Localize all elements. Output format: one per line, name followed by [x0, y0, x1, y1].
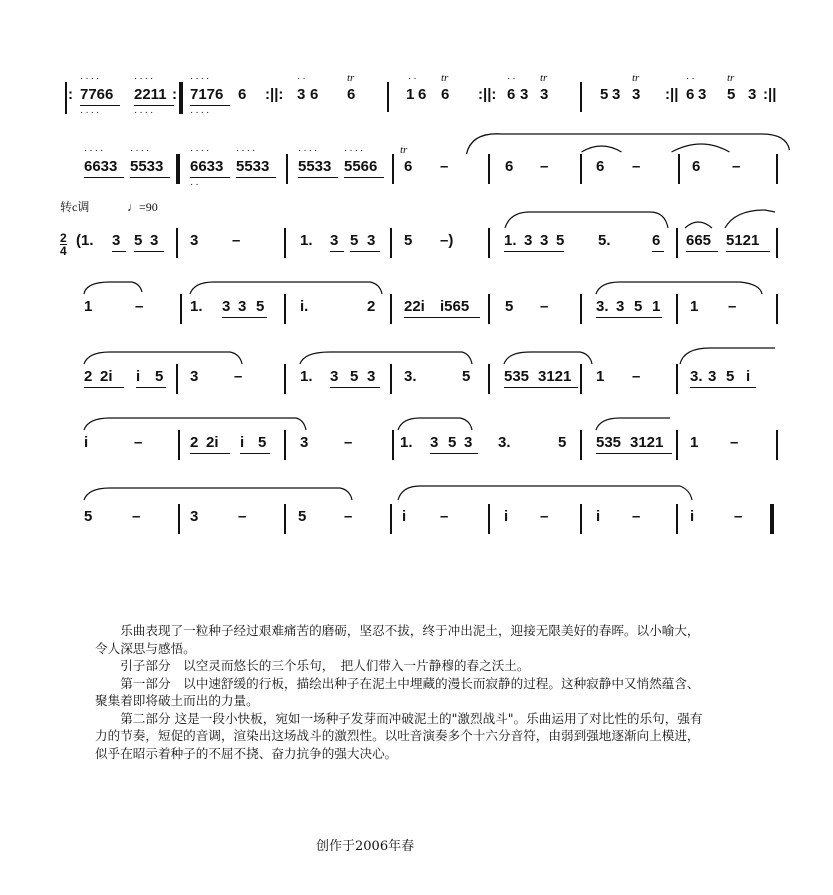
note: 5 [726, 368, 735, 385]
barline [776, 294, 778, 324]
barline [488, 154, 490, 184]
note: i. [300, 298, 309, 315]
trill-mark: tr [632, 72, 640, 84]
barline [676, 430, 678, 460]
barline [180, 294, 182, 324]
note: 5533 [236, 158, 270, 175]
key-change-text: 转c调 [60, 200, 90, 214]
note: i [504, 508, 509, 525]
note: 5 [505, 298, 514, 315]
note: 5 [350, 368, 359, 385]
paragraph: 第二部分 这是一段小快板，宛如一场种子发芽而冲破泥土的"激烈战斗"。乐曲运用了对比性的乐句，强有力的节奏，短促的音调，渲染出这场战斗的激烈性。以吐音演奏多个十六分音符，由弱到强地逐渐向上模进，似乎在昭示着种子的不屈不挠、奋力抗争的强大决心。 [95, 710, 703, 761]
barline [776, 228, 778, 258]
underline [136, 387, 166, 388]
note: 6 [238, 86, 247, 103]
note: 665 [686, 232, 712, 249]
key-change [60, 198, 89, 215]
note: 3 [430, 434, 439, 451]
note: 2211 [134, 86, 167, 103]
octave-dots: ···· [134, 73, 156, 84]
note: 5 [727, 86, 736, 103]
dash: – [238, 508, 247, 525]
dash: – [732, 158, 741, 175]
octave-dots: ···· [80, 107, 102, 118]
underline [130, 177, 170, 178]
barline [392, 430, 394, 460]
note: 5 [298, 508, 307, 525]
dash: – [234, 368, 243, 385]
paragraph: 引子部分 以空灵而悠长的三个乐句， 把人们带入一片静穆的春之沃土。 [120, 658, 530, 673]
note: 3 [330, 368, 339, 385]
score-row-3 [0, 214, 760, 274]
underline [190, 105, 230, 106]
note: 6 [692, 158, 701, 175]
dash: – [540, 298, 549, 315]
barline [580, 82, 582, 112]
barline [176, 228, 178, 258]
dash: – [632, 368, 641, 385]
underline [330, 387, 380, 388]
octave-dots: ···· [190, 145, 212, 156]
note: 5 [600, 86, 609, 103]
note: 3 [616, 298, 625, 315]
slur [0, 140, 833, 200]
underline [190, 453, 230, 454]
dash: – [734, 508, 743, 525]
barline [390, 228, 392, 258]
repeat-end: : [172, 86, 177, 103]
note: 3 [190, 232, 199, 249]
octave-dots: ···· [84, 145, 106, 156]
note: 3 [300, 434, 309, 451]
barline [676, 504, 678, 534]
dash: – [632, 508, 641, 525]
note: 6 [505, 158, 514, 175]
underline [504, 251, 564, 252]
note: 5 [256, 298, 265, 315]
final-barline [770, 504, 774, 534]
barline [488, 504, 490, 534]
dash: – [540, 158, 549, 175]
octave-dots: ···· [190, 107, 212, 118]
trill-mark: tr [347, 72, 355, 84]
note: 5. [598, 232, 611, 249]
tempo-marking: ♩=90 [127, 200, 158, 214]
underline [504, 387, 578, 388]
barline [65, 82, 67, 114]
note: 7766 [80, 86, 114, 103]
underline [236, 177, 276, 178]
dash: – [632, 158, 641, 175]
note: 5 [558, 434, 567, 451]
barline [387, 82, 389, 112]
note: 1 [652, 298, 661, 315]
underline [190, 177, 230, 178]
dash: – [132, 508, 141, 525]
dash: – [232, 232, 241, 249]
note: 3 [367, 232, 376, 249]
note: 3 [190, 368, 199, 385]
trill-mark: tr [441, 72, 449, 84]
note: 1. [300, 232, 313, 249]
repeat-end: :|| [763, 86, 777, 103]
barline [776, 154, 778, 184]
note: 7176 [190, 86, 224, 103]
note: 6 [310, 86, 319, 103]
note: 3121 [538, 368, 572, 385]
underline [350, 251, 380, 252]
note: 2 [84, 368, 93, 385]
note: 3 [708, 368, 717, 385]
repeat-sign: :|| [665, 86, 679, 103]
underline [596, 453, 672, 454]
note: 6 [404, 158, 413, 175]
note: 3 [612, 86, 621, 103]
note: 5 [350, 232, 359, 249]
note: 2 [367, 298, 376, 315]
trill-mark: tr [727, 72, 735, 84]
barline [580, 364, 582, 394]
note: 6633 [190, 158, 224, 175]
description-text [95, 622, 705, 762]
note: 3. [404, 368, 417, 385]
slur [0, 486, 833, 546]
note: 6633 [84, 158, 118, 175]
octave-dots: ·· [686, 73, 697, 84]
note: 5 [84, 508, 93, 525]
note: 1 [690, 298, 699, 315]
octave-dots: ·· [297, 73, 308, 84]
octave-dots [347, 72, 355, 84]
barline [286, 154, 288, 184]
underline [430, 453, 478, 454]
underline [686, 251, 718, 252]
note: 1 [84, 298, 93, 315]
note: 3. [596, 298, 609, 315]
note: i [596, 508, 601, 525]
underline [84, 387, 124, 388]
octave-dots: ···· [130, 145, 152, 156]
double-barline [179, 82, 183, 114]
score-row-6 [0, 416, 739, 476]
underline [112, 251, 126, 252]
score-row-2 [0, 140, 741, 200]
note: 1 [596, 368, 605, 385]
note: 5 [448, 434, 457, 451]
note: 5533 [298, 158, 332, 175]
paragraph: 第一部分 以中速舒缓的行板，描绘出种子在泥土中埋藏的漫长而寂静的过程。这种寂静中又悄然蕴含、聚集着即将破土而出的力量。 [95, 675, 700, 708]
octave-dots: ·· [190, 179, 201, 190]
paragraph: 乐曲表现了一粒种子经过艰难痛苦的磨砺，坚忍不拔，终于冲出泥土，迎接无限美好的春晖。以小喻大，令人深思与感悟。 [95, 623, 700, 656]
barline [776, 430, 778, 460]
note: 3 [150, 232, 159, 249]
note: 2 [190, 434, 199, 451]
time-signature: 2 4 [60, 231, 67, 258]
underline [404, 317, 480, 318]
note: 3 [297, 86, 306, 103]
barline [676, 364, 678, 394]
underline [134, 105, 174, 106]
note: 3 [112, 232, 121, 249]
note: 3 [330, 232, 339, 249]
note: 22i [404, 298, 425, 315]
barline [284, 228, 286, 258]
note: 3 [520, 86, 529, 103]
note: 1. [300, 368, 313, 385]
barline [176, 364, 178, 394]
barline [580, 154, 582, 184]
octave-dots: ···· [344, 145, 366, 156]
note: 1. [190, 298, 203, 315]
note: 3. [690, 368, 703, 385]
score-row-4 [0, 280, 737, 340]
underline [652, 251, 664, 252]
note: 5566 [344, 158, 378, 175]
note: 5 [404, 232, 413, 249]
dash: – [134, 434, 143, 451]
note: 6 [418, 86, 427, 103]
note: 3. [498, 434, 511, 451]
barline [488, 364, 490, 394]
note: 5 [134, 232, 143, 249]
trill-mark: tr [540, 72, 548, 84]
note: 3 [632, 86, 641, 103]
note: 5 [556, 232, 565, 249]
repeat-start: :||: [265, 86, 284, 103]
barline [676, 228, 678, 258]
trill-mark: tr [400, 144, 408, 156]
note: 3 [464, 434, 473, 451]
note: 3 [190, 508, 199, 525]
dash: – [344, 508, 353, 525]
note: 3 [238, 298, 247, 315]
note: i565 [440, 298, 470, 315]
note: 3 [367, 368, 376, 385]
barline [284, 294, 286, 324]
barline [390, 294, 392, 324]
dash: – [440, 158, 449, 175]
barline [178, 504, 180, 534]
note: 6 [686, 86, 695, 103]
double-barline [176, 154, 180, 184]
note: 3 [524, 232, 533, 249]
score-row-7 [0, 486, 743, 546]
note: 5 [258, 434, 267, 451]
underline [240, 453, 270, 454]
dash: – [730, 434, 739, 451]
dash: – [135, 298, 144, 315]
note: 6 [652, 232, 661, 249]
note: 6 [347, 86, 356, 103]
note: 3 [540, 232, 549, 249]
barline [284, 504, 286, 534]
underline [80, 105, 120, 106]
note: 1. [504, 232, 517, 249]
slur [0, 416, 833, 476]
composition-date: 创作于2006年春 [316, 839, 415, 854]
barline [488, 228, 490, 258]
barline [676, 294, 678, 324]
octave-dots: ·· [507, 73, 518, 84]
note: 1 [406, 86, 415, 103]
note: 5 [462, 368, 471, 385]
note: i [84, 434, 89, 451]
note: 535 [596, 434, 622, 451]
barline [580, 294, 582, 324]
octave-dots: ···· [134, 107, 156, 118]
note: 6 [441, 86, 450, 103]
note: i [690, 508, 695, 525]
underline [84, 177, 124, 178]
note: 5 [155, 368, 164, 385]
dash: – [440, 508, 449, 525]
barline [390, 504, 392, 534]
score-row-5 [0, 350, 751, 410]
octave-dots: ···· [298, 145, 320, 156]
octave-dots: ·· [408, 73, 419, 84]
barline [580, 504, 582, 534]
underline [596, 317, 662, 318]
note: 3 [222, 298, 231, 315]
barline [284, 364, 286, 394]
barline [678, 154, 680, 184]
repeat-start: : [68, 86, 73, 103]
barline [390, 364, 392, 394]
underline [330, 251, 344, 252]
dash: – [728, 298, 737, 315]
barline [392, 154, 394, 184]
note: (1. [76, 232, 94, 249]
underline [134, 251, 164, 252]
note: i [240, 434, 245, 451]
note: 5533 [130, 158, 164, 175]
octave-dots: ···· [190, 73, 212, 84]
barline [580, 430, 582, 460]
note: 535 [504, 368, 530, 385]
note: 1 [690, 434, 699, 451]
barline [178, 430, 180, 460]
note: 6 [507, 86, 516, 103]
note: 5121 [726, 232, 760, 249]
note: 2i [206, 434, 219, 451]
dash: – [344, 434, 353, 451]
dash: –) [440, 232, 454, 249]
dash: – [540, 508, 549, 525]
note: 3 [540, 86, 549, 103]
note: 1. [400, 434, 413, 451]
underline [298, 177, 338, 178]
underline [222, 317, 267, 318]
note: 3 [698, 86, 707, 103]
underline [344, 177, 384, 178]
repeat-sign: :||: [478, 86, 497, 103]
note: 2i [100, 368, 113, 385]
underline [690, 387, 756, 388]
note: i [402, 508, 407, 525]
barline [284, 430, 286, 460]
note: 3 [748, 86, 757, 103]
octave-dots: ···· [80, 73, 102, 84]
underline [726, 251, 770, 252]
note: 6 [596, 158, 605, 175]
octave-dots: ···· [236, 145, 258, 156]
score-row-1 [0, 72, 777, 132]
note: i [136, 368, 141, 385]
note: 3121 [630, 434, 664, 451]
barline [488, 294, 490, 324]
note: 5 [634, 298, 643, 315]
note: i [746, 368, 751, 385]
